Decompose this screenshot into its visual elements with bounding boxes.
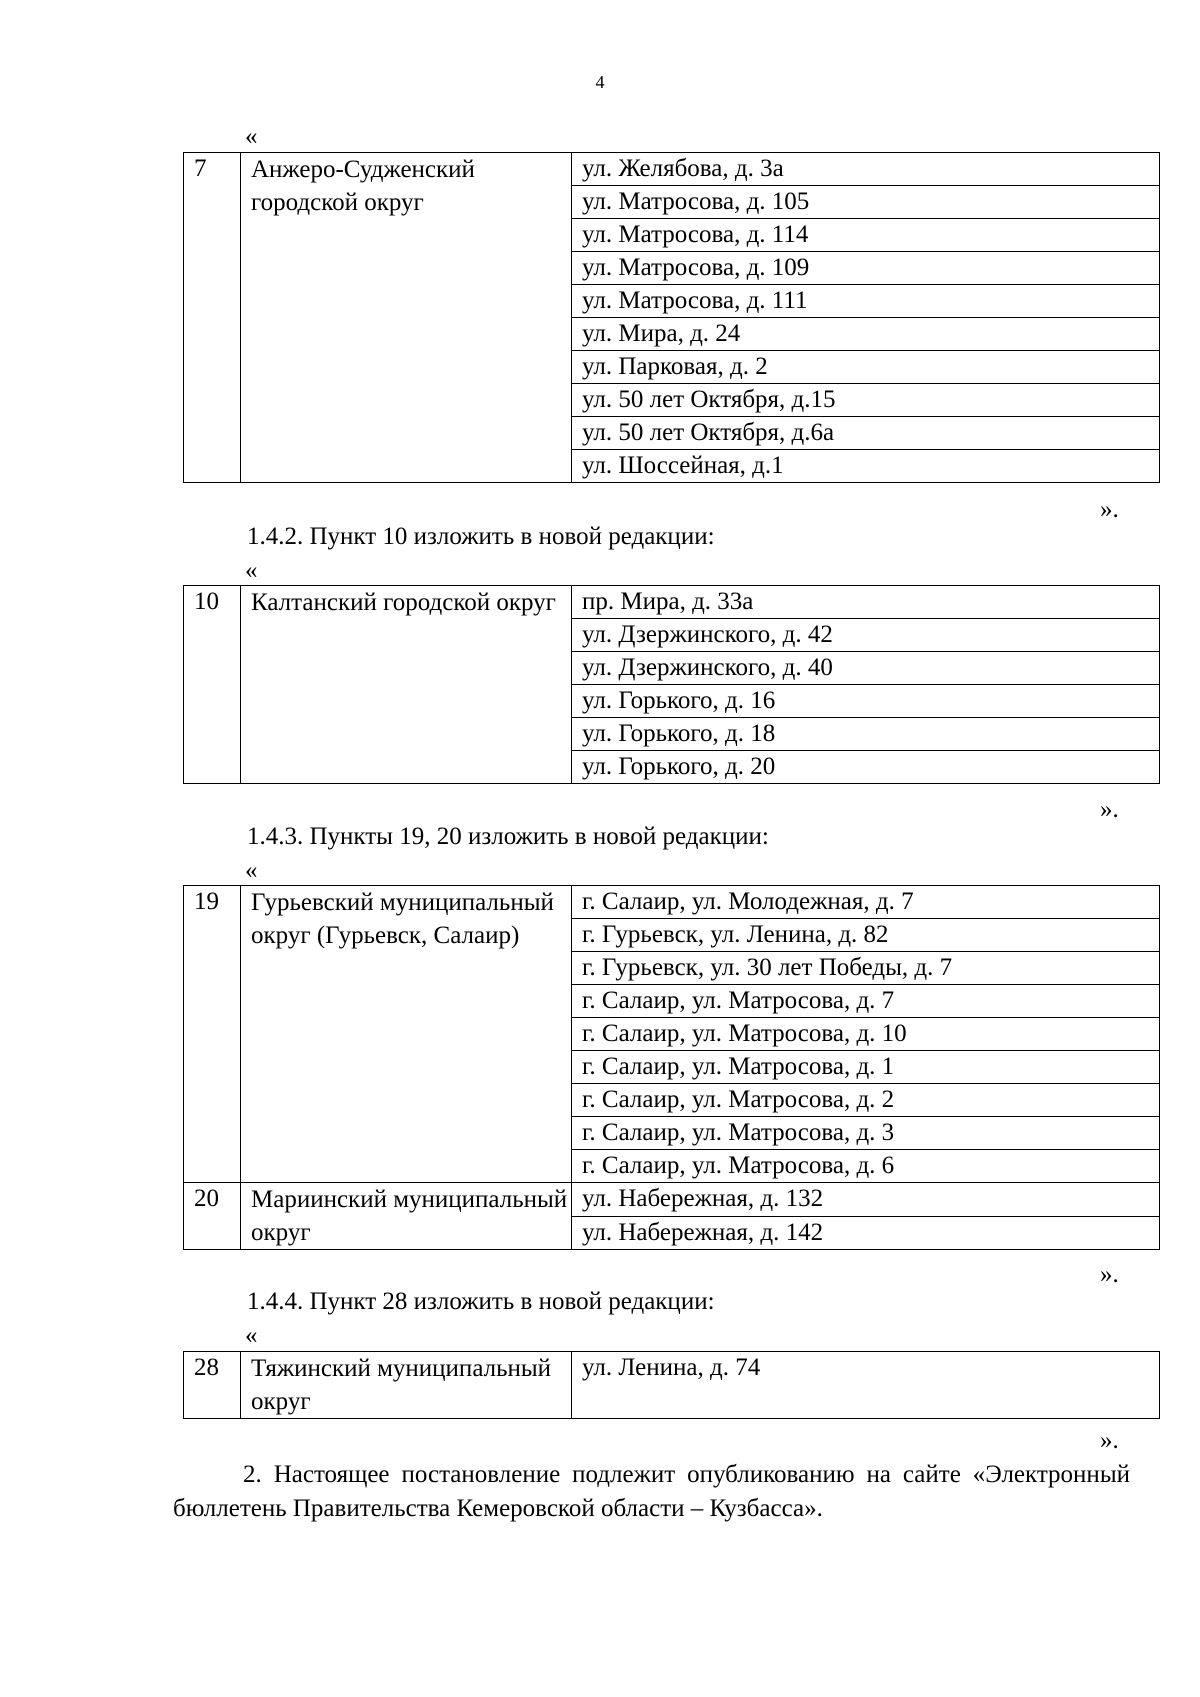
address-cell: ул. Набережная, д. 132 bbox=[572, 1183, 1160, 1217]
table-body bbox=[184, 153, 1160, 483]
address-cell: г. Салаир, ул. Матросова, д. 1 bbox=[572, 1051, 1160, 1084]
address-cell: ул. 50 лет Октября, д.15 bbox=[572, 384, 1160, 417]
address-cell: ул. Шоссейная, д.1 bbox=[572, 450, 1160, 483]
address-cell: ул. Матросова, д. 114 bbox=[572, 219, 1160, 252]
address-cell: ул. Дзержинского, д. 40 bbox=[572, 652, 1160, 685]
address-cell: ул. Ленина, д. 74 bbox=[572, 1352, 1160, 1419]
address-cell: ул. Дзержинского, д. 42 bbox=[572, 619, 1160, 652]
item-number: 28 bbox=[184, 1352, 241, 1419]
municipality-name: Мариинский муниципальный округ bbox=[241, 1183, 572, 1250]
address-cell: ул. Парковая, д. 2 bbox=[572, 351, 1160, 384]
address-table-7 bbox=[183, 152, 1160, 483]
table-row bbox=[184, 1352, 1160, 1419]
item-number: 10 bbox=[184, 586, 241, 784]
address-cell: г. Гурьевск, ул. Ленина, д. 82 bbox=[572, 919, 1160, 952]
address-cell: ул. 50 лет Октября, д.6а bbox=[572, 417, 1160, 450]
address-cell: г. Салаир, ул. Матросова, д. 10 bbox=[572, 1018, 1160, 1051]
table-body bbox=[184, 586, 1160, 784]
address-cell: ул. Матросова, д. 109 bbox=[572, 252, 1160, 285]
final-paragraph: 2. Настоящее постановление подлежит опубликованию на сайте «Электронный бюллетень Правительства Кемеровской области – Кузбасса». bbox=[173, 1461, 1130, 1522]
address-table-10 bbox=[183, 585, 1160, 784]
address-cell: г. Гурьевск, ул. 30 лет Победы, д. 7 bbox=[572, 952, 1160, 985]
address-cell: г. Салаир, ул. Матросова, д. 7 bbox=[572, 985, 1160, 1018]
item-number: 19 bbox=[184, 886, 241, 1183]
address-table-19-20 bbox=[183, 885, 1160, 1250]
address-cell: г. Салаир, ул. Молодежная, д. 7 bbox=[572, 886, 1160, 919]
instruction-1-4-3: 1.4.3. Пункты 19, 20 изложить в новой редакции: bbox=[247, 823, 769, 850]
municipality-name: Калтанский городской округ bbox=[241, 586, 572, 784]
table-row bbox=[184, 1183, 1160, 1217]
closing-quote: ». bbox=[1100, 1261, 1119, 1288]
address-table-28 bbox=[183, 1351, 1160, 1419]
address-cell: г. Салаир, ул. Матросова, д. 2 bbox=[572, 1084, 1160, 1117]
instruction-1-4-2: 1.4.2. Пункт 10 изложить в новой редакции: bbox=[247, 523, 715, 550]
table-row bbox=[184, 153, 1160, 186]
address-cell: ул. Мира, д. 24 bbox=[572, 318, 1160, 351]
address-cell: ул. Горького, д. 20 bbox=[572, 751, 1160, 784]
opening-quote: « bbox=[245, 1322, 258, 1349]
item-number: 20 bbox=[184, 1183, 241, 1250]
address-cell: ул. Горького, д. 18 bbox=[572, 718, 1160, 751]
instruction-1-4-4: 1.4.4. Пункт 28 изложить в новой редакции: bbox=[247, 1288, 715, 1315]
municipality-name: Анжеро-Судженский городской округ bbox=[241, 153, 572, 483]
table-row bbox=[184, 586, 1160, 619]
opening-quote: « bbox=[245, 857, 258, 884]
closing-quote: ». bbox=[1100, 1427, 1119, 1454]
address-cell: пр. Мира, д. 33а bbox=[572, 586, 1160, 619]
address-cell: г. Салаир, ул. Матросова, д. 6 bbox=[572, 1150, 1160, 1183]
opening-quote: « bbox=[245, 557, 258, 584]
page-number: 4 bbox=[595, 72, 605, 92]
table-body bbox=[184, 1352, 1160, 1419]
table-body bbox=[184, 886, 1160, 1250]
closing-quote: ». bbox=[1100, 796, 1119, 823]
item-number: 7 bbox=[184, 153, 241, 483]
address-cell: ул. Желябова, д. 3а bbox=[572, 153, 1160, 186]
municipality-name: Тяжинский муниципальный округ bbox=[241, 1352, 572, 1419]
address-cell: ул. Горького, д. 16 bbox=[572, 685, 1160, 718]
municipality-name: Гурьевский муниципальный округ (Гурьевск, Салаир) bbox=[241, 886, 572, 1183]
address-cell: ул. Набережная, д. 142 bbox=[572, 1216, 1160, 1250]
table-row bbox=[184, 886, 1160, 919]
opening-quote: « bbox=[245, 123, 258, 150]
address-cell: ул. Матросова, д. 105 bbox=[572, 186, 1160, 219]
address-cell: г. Салаир, ул. Матросова, д. 3 bbox=[572, 1117, 1160, 1150]
address-cell: ул. Матросова, д. 111 bbox=[572, 285, 1160, 318]
closing-quote: ». bbox=[1100, 496, 1119, 523]
